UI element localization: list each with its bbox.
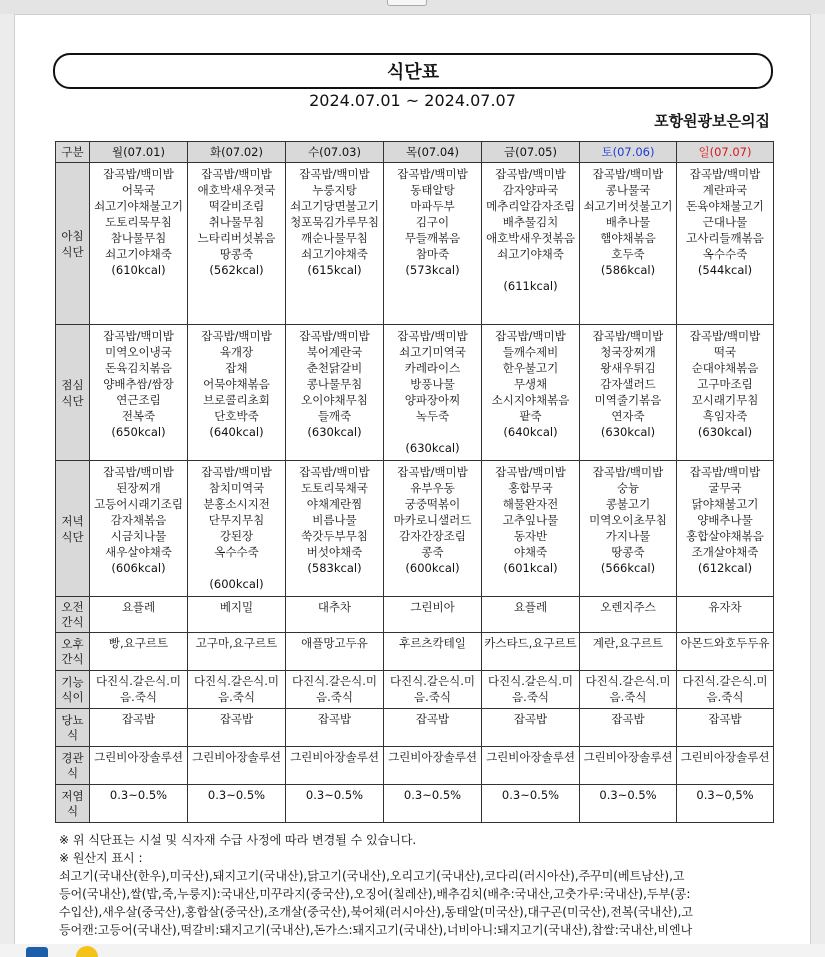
menu-item: (586kcal) [600,263,656,277]
day-header: 일(07.07) [677,142,774,163]
extra-row [56,597,774,633]
menu-item: 청포묵김가루무침 [290,215,379,229]
menu-item: 잡곡밥/백미밥 [495,465,566,479]
menu-item: 쇠고기야채죽 [497,247,564,261]
menu-item: 계란파국 [702,183,748,197]
menu-item: 홍합무국 [508,481,553,495]
meal-label-line: 식단 [61,244,84,259]
extra-label: 기능 식이 [56,671,90,709]
menu-item: 숭늉 [616,481,640,495]
menu-cell [188,461,286,597]
menu-cell [286,461,384,597]
document-page [14,14,811,946]
menu-cell [384,461,482,597]
menu-item: 느타리버섯볶음 [197,231,276,245]
menu-cell [482,461,580,597]
meal-row [56,163,774,325]
menu-cell [90,163,188,325]
menu-item: (583kcal) [307,561,362,575]
extra-label: 당뇨 식 [56,709,90,747]
extra-cell: 오렌지주스 [580,597,677,633]
extra-cell: 그린비아장솔루션 [677,747,774,785]
extra-cell: 잡곡밥 [286,709,384,747]
taskbar [0,944,825,957]
meal-label-line: 저녁 [61,513,84,528]
menu-cell [90,325,188,461]
menu-item: (600kcal) [209,577,264,591]
menu-item: 유부우동 [410,481,455,495]
menu-table [55,141,774,823]
extra-cell: 요플레 [90,597,188,633]
extra-row [56,709,774,747]
menu-item: (611kcal) [503,279,558,293]
menu-item [190,560,283,576]
menu-item: 잡곡밥/백미밥 [495,167,566,181]
extra-cell: 고구마,요구르트 [188,633,286,671]
menu-item: 새우살야채죽 [105,545,172,559]
menu-item: 잡곡밥/백미밥 [397,329,468,343]
menu-item: 쇠고기야채죽 [301,247,368,261]
menu-item: 들깨죽 [317,409,352,423]
extra-cell: 그린비아장솔루션 [384,747,482,785]
mail-app-icon[interactable] [26,947,48,957]
extra-cell: 다진식.갈은식.미음.죽식 [384,671,482,709]
menu-item: 잡곡밥/백미밥 [103,465,174,479]
menu-item: 꼬시래기무침 [691,393,759,407]
day-header: 토(07.06) [580,142,677,163]
menu-cell [286,163,384,325]
extra-cell: 다진식.갈은식.미음.죽식 [90,671,188,709]
menu-item: 홍합살야채볶음 [686,529,764,543]
menu-item: (601kcal) [503,561,558,575]
menu-item: (650kcal) [111,425,166,439]
menu-item: 분홍소시지전 [203,497,270,511]
menu-item: 북어계란국 [306,345,363,359]
menu-item: 어묵야채볶음 [203,377,270,391]
menu-item: 미역줄기볶음 [594,393,662,407]
menu-cell [482,163,580,325]
menu-item: 잡곡밥/백미밥 [592,167,664,181]
menu-item: 잡곡밥/백미밥 [299,167,370,181]
day-header: 월(07.01) [90,142,188,163]
menu-item: 미역오이냉국 [105,345,172,359]
menu-item: 굴무국 [708,481,742,495]
menu-cell [188,325,286,461]
menu-item: 김구이 [415,215,450,229]
extra-cell: 잡곡밥 [482,709,580,747]
menu-item: 잡곡밥/백미밥 [201,329,272,343]
menu-item: 옥수수죽 [702,247,748,261]
menu-item: 버섯야채죽 [306,545,363,559]
menu-item: (562kcal) [209,263,264,277]
menu-item: 흑임자죽 [702,409,748,423]
menu-item: 잡곡밥/백미밥 [103,167,174,181]
menu-item: (640kcal) [503,425,558,439]
menu-item: 잡곡밥/백미밥 [299,329,370,343]
menu-item: 고구마조림 [697,377,753,391]
menu-item: 춘천닭갈비 [306,361,363,375]
extra-cell: 아몬드와호두두유 [677,633,774,671]
menu-item: 잡곡밥/백미밥 [592,329,664,343]
menu-item: 연자죽 [611,409,645,423]
menu-item: 동태알탕 [410,183,455,197]
menu-item: 참마죽 [415,247,450,261]
note-line: 등어(국내산),쌀(밥,죽,누룽지):국내산,미꾸라지(중국산),오징어(칠레산),배추김치(배추:국내산,고춧가루:국내산),두부(콩: [59,887,691,901]
menu-item: 호두죽 [611,247,645,261]
extra-cell: 후르츠칵테일 [384,633,482,671]
extra-cell: 애플망고두유 [286,633,384,671]
menu-item: 닭야채불고기 [691,497,759,511]
extra-cell: 잡곡밥 [90,709,188,747]
extra-cell: 0.3~0.5% [384,785,482,823]
menu-item: 야채계란찜 [306,497,363,511]
extra-cell: 0.3~0.5% [286,785,384,823]
menu-item: 오이야채무침 [301,393,368,407]
extra-label: 오전 간식 [56,597,90,633]
menu-item: 감자샐러드 [600,377,656,391]
menu-item: 고등어시래기조림 [94,497,183,511]
menu-item: (630kcal) [307,425,362,439]
extra-cell: 카스타드,요구르트 [482,633,580,671]
menu-item: 단무지무침 [208,513,265,527]
menu-item: 참나물무침 [110,231,167,245]
menu-item: (630kcal) [600,425,656,439]
menu-item: 깨순나물무침 [301,231,368,245]
menu-item: 가지나물 [605,529,651,543]
menu-item: 취나물무침 [208,215,265,229]
menu-item: 야채죽 [513,545,548,559]
day-header: 수(07.03) [286,142,384,163]
extra-cell: 다진식.갈은식.미음.죽식 [188,671,286,709]
extra-cell: 잡곡밥 [384,709,482,747]
extra-row [56,747,774,785]
extra-cell: 0.3~0.5% [90,785,188,823]
menu-item: 순대야채볶음 [691,361,759,375]
menu-item: (610kcal) [111,263,166,277]
menu-item: 브로콜리초회 [203,393,270,407]
extra-cell: 빵,요구르트 [90,633,188,671]
menu-item: (573kcal) [405,263,460,277]
menu-item: 잡곡밥/백미밥 [397,465,468,479]
extra-cell: 0.3~0.5% [580,785,677,823]
menu-item: 쑥갓두부무침 [301,529,368,543]
menu-item: 마파두부 [410,199,455,213]
menu-item: 떡국 [713,345,737,359]
menu-item: 된장찌개 [116,481,161,495]
menu-cell [482,325,580,461]
menu-item: 양파장아찌 [404,393,461,407]
extra-cell: 다진식.갈은식.미음.죽식 [286,671,384,709]
extra-cell: 그린비아장솔루션 [482,747,580,785]
menu-item: (600kcal) [405,561,460,575]
menu-item: 감자채볶음 [110,513,167,527]
menu-item: 누룽지탕 [312,183,357,197]
note-line: 등어캔:고등어(국내산),떡갈비:돼지고기(국내산),돈가스:돼지고기(국내산),너비아니:돼지고기(국내산),찹쌀:국내산,비엔나 [59,923,693,937]
extra-cell: 계란,요구르트 [580,633,677,671]
menu-item: 잡곡밥/백미밥 [103,329,174,343]
menu-item: 잡곡밥/백미밥 [397,167,468,181]
extra-cell: 0.3~0,5% [677,785,774,823]
menu-item: 무생채 [513,377,548,391]
menu-cell [580,163,677,325]
menu-item: 미역오이초무침 [589,513,667,527]
extra-cell: 0.3~0.5% [482,785,580,823]
menu-item: 들깨수제비 [502,345,559,359]
menu-item: (606kcal) [111,561,166,575]
menu-item: 도토리묵무침 [105,215,172,229]
extra-cell: 유자차 [677,597,774,633]
page-title: 식단표 [53,53,773,89]
menu-item: 메추리알감자조림 [486,199,575,213]
menu-item: 무들깨볶음 [404,231,461,245]
menu-item: 콩죽 [421,545,444,559]
menu-item: 잡채 [225,361,248,375]
day-header: 화(07.02) [188,142,286,163]
meal-label-line: 아침 [61,228,84,243]
menu-item: 참치미역국 [208,481,265,495]
menu-item: 방풍나물 [410,377,455,391]
menu-item: 돈육야채불고기 [686,199,764,213]
meal-label-line: 식단 [61,393,84,408]
menu-item: 고추잎나물 [502,513,559,527]
extra-label: 저염 식 [56,785,90,823]
extra-cell: 대추차 [286,597,384,633]
menu-cell [286,325,384,461]
extra-cell: 잡곡밥 [188,709,286,747]
menu-item: 카레라이스 [404,361,461,375]
meal-row [56,325,774,461]
menu-item: 쇠고기미역국 [399,345,466,359]
menu-item: 궁중떡볶이 [404,497,461,511]
menu-item [386,424,479,440]
menu-item: 땅콩죽 [219,247,254,261]
menu-item: (630kcal) [697,425,753,439]
extra-row [56,785,774,823]
menu-cell [677,325,774,461]
extra-cell: 베지밀 [188,597,286,633]
menu-item: 잡곡밥/백미밥 [592,465,664,479]
menu-item: (566kcal) [600,561,656,575]
menu-item: 팥죽 [519,409,542,423]
menu-cell [677,163,774,325]
menu-item: 쇠고기당면불고기 [290,199,379,213]
menu-item: 감자간장조림 [399,529,466,543]
menu-item: 잡곡밥/백미밥 [495,329,566,343]
menu-item: 한우불고기 [502,361,559,375]
menu-item: 쇠고기버섯불고기 [583,199,673,213]
menu-item: 땅콩죽 [611,545,645,559]
menu-item: 배추물김치 [502,215,559,229]
menu-item: 근대나물 [702,215,748,229]
menu-item: 녹두죽 [415,409,450,423]
menu-item: 잡곡밥/백미밥 [201,167,272,181]
notes [59,831,799,939]
menu-item: 배추나물 [605,215,651,229]
menu-item: 도토리묵채국 [301,481,368,495]
menu-item [484,262,577,278]
note-line: ※ 위 식단표는 시설 및 식자재 수급 사정에 따라 변경될 수 있습니다. [59,833,417,847]
menu-cell [90,461,188,597]
menu-item: 양배추쌈/쌈장 [103,377,174,391]
extra-cell: 그린비아장솔루션 [580,747,677,785]
menu-item: 쇠고기야채불고기 [94,199,183,213]
meal-label [56,461,90,597]
menu-item: (640kcal) [209,425,264,439]
extra-cell: 요플레 [482,597,580,633]
extra-label: 경관 식 [56,747,90,785]
day-header: 목(07.04) [384,142,482,163]
menu-item: (612kcal) [697,561,753,575]
menu-item: 햄야채볶음 [600,231,656,245]
menu-item: (544kcal) [697,263,753,277]
menu-item: 잡곡밥/백미밥 [689,167,761,181]
menu-item: 해물완자전 [502,497,559,511]
menu-item: 콩나물무침 [306,377,363,391]
menu-item: (630kcal) [405,441,460,455]
extra-cell: 그린비아장솔루션 [90,747,188,785]
extra-cell: 잡곡밥 [677,709,774,747]
menu-item: 애호박새우젓볶음 [486,231,575,245]
menu-cell [580,461,677,597]
menu-cell [188,163,286,325]
menu-item: 어묵국 [121,183,156,197]
menu-item: 잡곡밥/백미밥 [689,329,761,343]
menu-item: 마카로니샐러드 [393,513,472,527]
day-header: 금(07.05) [482,142,580,163]
menu-cell [384,325,482,461]
date-range: 2024.07.01 ~ 2024.07.07 [309,91,516,110]
note-line: ※ 원산지 표시 : [59,851,143,865]
menu-item: 잡곡밥/백미밥 [201,465,272,479]
meal-label-line: 식단 [61,529,84,544]
menu-item: 왕새우튀김 [600,361,656,375]
menu-item: 잡곡밥/백미밥 [689,465,761,479]
menu-cell [580,325,677,461]
menu-cell [677,461,774,597]
menu-item: 연근조림 [116,393,161,407]
menu-item: 소시지야채볶음 [491,393,570,407]
extra-row [56,633,774,671]
menu-item: 쇠고기야채죽 [105,247,172,261]
menu-item: 단호박죽 [214,409,259,423]
menu-item: 육개장 [219,345,254,359]
menu-item: 고사리들깨볶음 [686,231,764,245]
menu-item: 콩불고기 [605,497,651,511]
note-line: 쇠고기(국내산(한우),미국산),돼지고기(국내산),닭고기(국내산),오리고기(국내산),코다리(러시아산),주꾸미(베트남산),고 [59,869,685,883]
menu-item: 콩나물국 [605,183,651,197]
menu-item: 시금치나물 [110,529,167,543]
meal-row [56,461,774,597]
menu-item: 돈육김치볶음 [105,361,172,375]
menu-item: 동자반 [513,529,548,543]
menu-item: 옥수수죽 [214,545,259,559]
extra-cell: 다진식.갈은식.미음.죽식 [677,671,774,709]
menu-item: 감자양파국 [502,183,559,197]
extra-cell: 0.3~0.5% [188,785,286,823]
extra-cell: 다진식.갈은식.미음.죽식 [482,671,580,709]
header-row [56,142,774,163]
menu-item: 청국장찌개 [600,345,656,359]
meal-label [56,163,90,325]
menu-item: 강된장 [219,529,254,543]
note-line: 수입산),새우살(중국산),홍합살(중국산),조개살(중국산),북어채(러시아산),동태알(미국산),대구곤(미국산),전복(국내산),고 [59,905,693,919]
menu-item: 비름나물 [312,513,357,527]
extra-cell: 잡곡밥 [580,709,677,747]
corner-header: 구분 [56,142,90,163]
menu-cell [384,163,482,325]
extra-cell: 다진식.갈은식.미음.죽식 [580,671,677,709]
menu-item: 잡곡밥/백미밥 [299,465,370,479]
menu-item: 양배추나물 [697,513,753,527]
menu-item: 떡갈비조림 [208,199,265,213]
menu-item: 애호박새우젓국 [197,183,276,197]
menu-item: 조개살야채죽 [691,545,759,559]
organization-name: 포항원광보은의집 [654,112,770,130]
extra-cell: 그린비아장솔루션 [286,747,384,785]
menu-item: 전복죽 [121,409,156,423]
meal-label [56,325,90,461]
meal-label-line: 점심 [61,377,84,392]
extra-cell: 그린비아장솔루션 [188,747,286,785]
extra-row [56,671,774,709]
extra-cell: 그린비아 [384,597,482,633]
extra-label: 오후 간식 [56,633,90,671]
viewer-tab-handle[interactable] [387,0,427,6]
menu-item: (615kcal) [307,263,362,277]
